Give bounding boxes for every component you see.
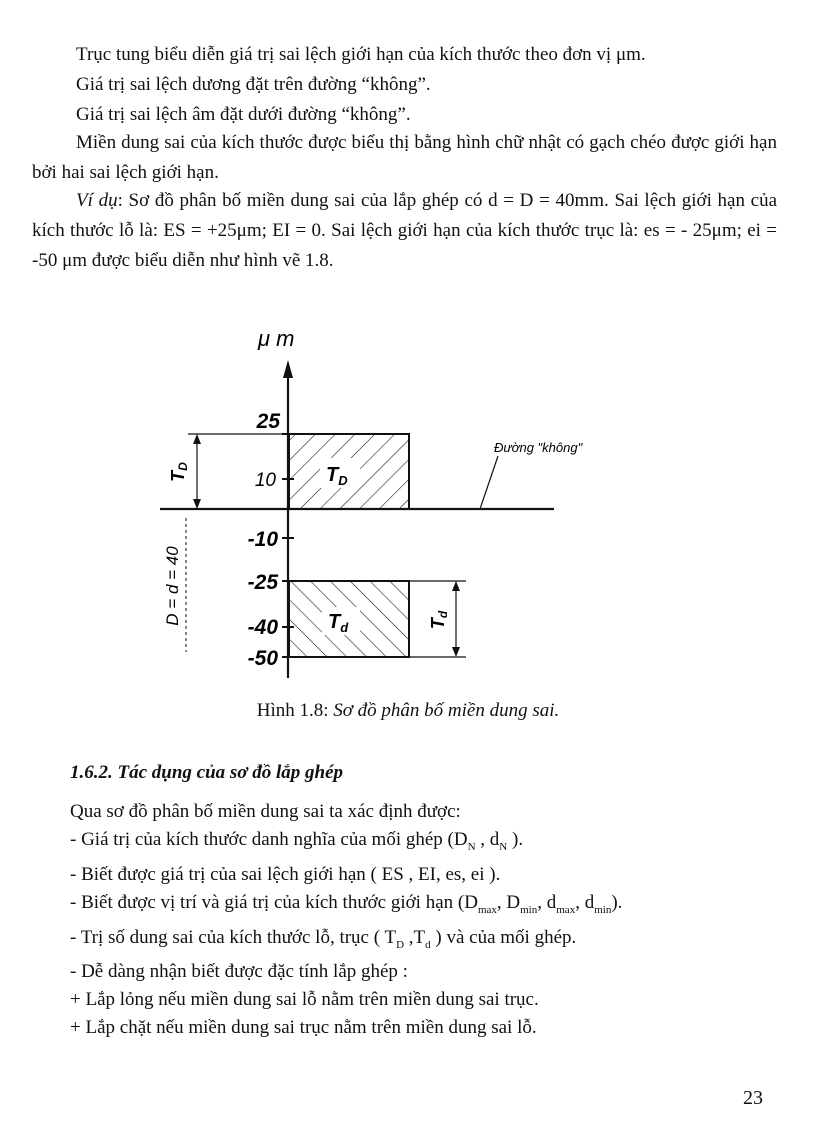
shaft-dim-arrow-top <box>452 581 460 591</box>
nominal-size-label: D = d = 40 <box>163 546 182 626</box>
caption-text: Sơ đồ phân bố miền dung sai. <box>333 700 560 721</box>
list-item-deviations: - Biết được giá trị của sai lệch giới hạn ( ES , EI, es, ei ). <box>70 863 501 885</box>
tick-label-neg40: -40 <box>247 616 278 639</box>
list-item-interference-fit: + Lắp chặt nếu miền dung sai trục nằm trên miền dung sai lỗ. <box>70 1017 537 1039</box>
hole-zone-label: $T_D$ <box>326 464 348 488</box>
shaft-zone-label: $T_d$ <box>328 611 349 635</box>
section-title: 1.6.2. Tác dụng của sơ đồ lắp ghép <box>70 762 344 783</box>
tick-label-25: 25 <box>256 410 280 433</box>
list-item-clearance-fit: + Lắp lỏng nếu miền dung sai lỗ nằm trên miền dung sai trục. <box>70 989 539 1011</box>
list-item-limit-sizes: - Biết được vị trí và giá trị của kích thước giới hạn ($D_{max}$, $D_{min}$, $d_{max}$, $d_{min}$). <box>70 891 623 916</box>
tick-label-neg25: -25 <box>247 571 278 594</box>
page-number: 23 <box>743 1087 763 1109</box>
section-lead: Qua sơ đồ phân bố miền dung sai ta xác định được: <box>70 801 461 822</box>
hole-dim-arrow-top <box>193 434 201 444</box>
list-item-fit-character: - Dễ dàng nhận biết được đặc tính lắp ghép : <box>70 961 408 983</box>
zero-line-leader <box>480 456 498 509</box>
tick-label-10: 10 <box>254 470 276 491</box>
tick-label-neg10: -10 <box>247 528 278 551</box>
example-label: Ví dụ <box>76 190 118 211</box>
zero-line-label: Đường "không" <box>494 440 583 455</box>
intro-paragraph-3: Giá trị sai lệch âm đặt dưới đường “không”. <box>76 104 411 125</box>
tolerance-zone-diagram <box>150 322 583 682</box>
example-text: : Sơ đồ phân bố miền dung sai của lắp ghép có d = D = 40mm. Sai lệch giới hạn của kích thước lỗ là: ES = +25μm; EI = 0. Sai lệch giới hạn của kích thước trục là: es = - 25μm; ei = -50 μm được biểu diễn như hình vẽ 1.8. <box>32 190 778 271</box>
caption-prefix: Hình 1.8: <box>256 700 334 721</box>
left-hole-dim-label: TD <box>168 462 190 482</box>
axis-unit-label: μ m <box>258 326 295 351</box>
axis-arrow <box>283 360 293 378</box>
list-item-nominal-size: - Giá trị của kích thước danh nghĩa của mối ghép ($D_N$ , $d_N$ ). <box>70 829 524 853</box>
section-body <box>70 798 790 1042</box>
figure-caption <box>0 700 816 722</box>
tick-label-neg50: -50 <box>247 647 278 670</box>
example-paragraph <box>32 186 777 276</box>
right-shaft-dim-label: Td <box>428 610 450 630</box>
hole-dim-arrow-bottom <box>193 499 201 509</box>
intro-paragraph-2: Giá trị sai lệch dương đặt trên đường “không”. <box>76 74 431 95</box>
intro-paragraph-1: Trục tung biểu diễn giá trị sai lệch giới hạn của kích thước theo đơn vị μm. <box>76 44 646 65</box>
intro-paragraph-4: Miền dung sai của kích thước được biểu thị bằng hình chữ nhật có gạch chéo được giới hạn bởi hai sai lệch giới hạn. <box>32 132 777 183</box>
shaft-dim-arrow-bottom <box>452 647 460 657</box>
list-item-tolerances: - Trị số dung sai của kích thước lỗ, trục ( $T_D$ $,T_d$ ) và của mối ghép. <box>70 926 577 951</box>
